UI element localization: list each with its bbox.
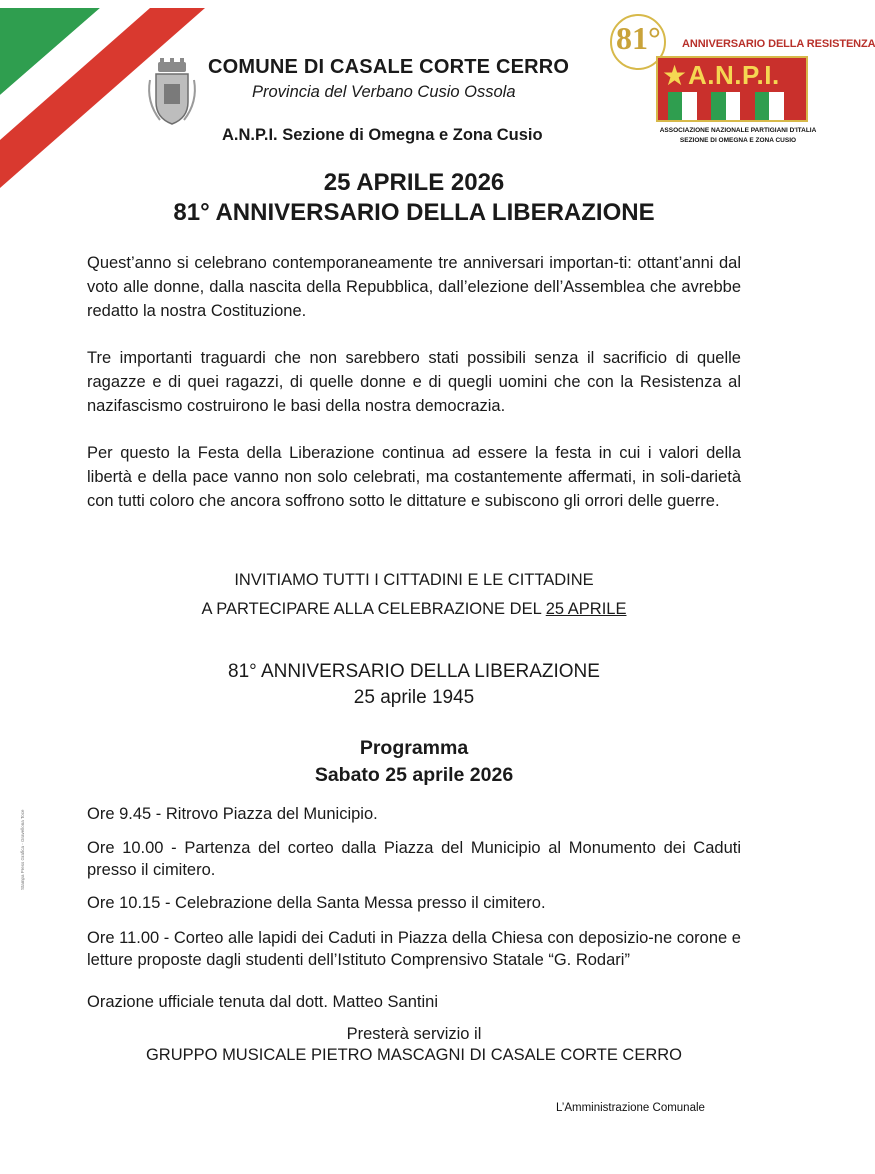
signature: L’Amministrazione Comunale [556, 1102, 705, 1114]
anniversary-text: ANNIVERSARIO DELLA RESISTENZA [682, 38, 875, 50]
program-item: Ore 10.15 - Celebrazione della Santa Messa presso il cimitero. [87, 894, 546, 912]
municipality-name: COMUNE DI CASALE CORTE CERRO [208, 56, 570, 78]
anpi-association-line2: SEZIONE DI OMEGNA E ZONA CUSIO [679, 137, 797, 144]
program-item: Orazione ufficiale tenuta dal dott. Matteo Santini [87, 993, 438, 1011]
invitation-date-underlined: 25 APRILE [545, 600, 627, 618]
program-item: Ore 11.00 - Corteo alle lapidi dei Caduti in Piazza della Chiesa con deposizio-ne corone e letture proposte dagli studenti dell’Istituto Comprensivo Statale “G. Rodari” [87, 929, 741, 969]
service-intro: Presterà servizio il [346, 1025, 482, 1043]
anniversary-heading: 81° ANNIVERSARIO DELLA LIBERAZIONE [228, 661, 600, 682]
anpi-association-text [650, 126, 826, 146]
anpi-flag-stripes [668, 92, 798, 120]
program-item: Ore 9.45 - Ritrovo Piazza del Municipio. [87, 805, 378, 823]
anpi-logo-text: A.N.P.I. [688, 60, 780, 90]
anniversary-date: 25 aprile 1945 [353, 687, 475, 708]
anniversary-number: 81° [616, 20, 661, 56]
event-date-title: 25 APRILE 2026 [323, 169, 505, 196]
program-title: Programma [359, 737, 469, 759]
paragraph: Quest’anno si celebrano contemporaneamente tre anniversari importan-ti: ottant’anni dal voto alle donne, dalla nascita della Repubblica, dall’elezione dell’Assemblea che avrebbe redatto la nostra Costituzione. [87, 254, 741, 320]
anpi-association-line1: ASSOCIAZIONE NAZIONALE PARTIGIANI D'ITALIA [659, 127, 817, 134]
printer-note: Stampa Press Grafica - Gravellona Toce [20, 809, 25, 890]
anpi-section-name: A.N.P.I. Sezione di Omegna e Zona Cusio [222, 126, 543, 144]
event-anniversary-title: 81° ANNIVERSARIO DELLA LIBERAZIONE [173, 199, 655, 226]
province-name: Provincia del Verbano Cusio Ossola [252, 83, 516, 101]
invitation-line1: INVITIAMO TUTTI I CITTADINI E LE CITTADINE [234, 571, 594, 589]
invitation-line2 [0, 600, 828, 619]
program-date: Sabato 25 aprile 2026 [314, 764, 514, 786]
program-item: Ore 10.00 - Partenza del corteo dalla Piazza del Municipio al Monumento dei Caduti presso il cimitero. [87, 839, 741, 879]
star-icon: ★ [662, 60, 688, 91]
anpi-logo [656, 56, 808, 122]
service-band-name: GRUPPO MUSICALE PIETRO MASCAGNI DI CASALE CORTE CERRO [145, 1046, 683, 1064]
paragraph: Tre importanti traguardi che non sarebbero stati possibili senza il sacrificio di quelle ragazze e di quei ragazzi, di quelle donne e di quegli uomini che con la Resistenza al nazifascismo costruirono le basi della nostra democrazia. [87, 349, 741, 415]
municipal-crest-icon [146, 58, 198, 130]
invitation-line2-prefix: A PARTECIPARE ALLA CELEBRAZIONE DEL [201, 600, 546, 618]
paragraph: Per questo la Festa della Liberazione continua ad essere la festa in cui i valori della libertà e della pace vanno non solo celebrati, ma costantemente affermati, in soli-darietà con tutti coloro che ancora soffrono sotto le dittature e subiscono gli orrori delle guerre. [87, 444, 741, 510]
